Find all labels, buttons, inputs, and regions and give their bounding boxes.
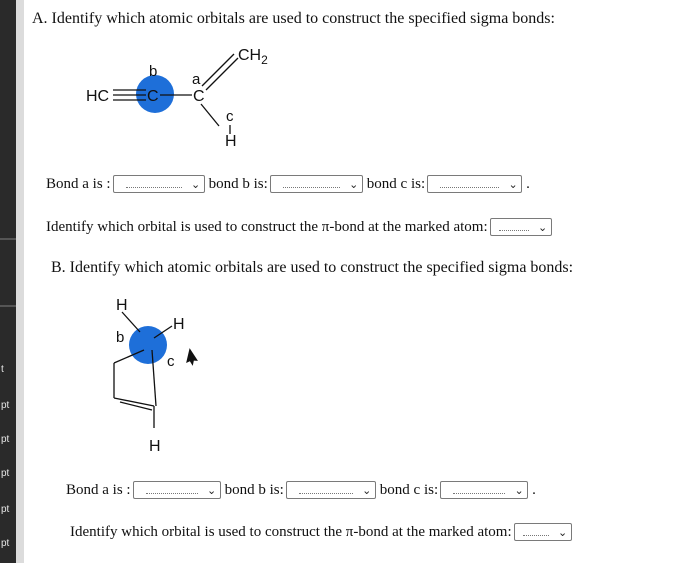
sidebar-edge xyxy=(16,0,24,563)
h-atom-label: H xyxy=(225,133,237,150)
part-b-bond-a-dropdown[interactable] xyxy=(133,481,221,499)
sidebar-points-label: pt xyxy=(1,400,10,411)
chevron-down-icon: ⌄ xyxy=(538,220,548,234)
sidebar-points-label: pt xyxy=(1,538,10,549)
sidebar-points-label: t xyxy=(1,364,4,375)
bond-a-marker: a xyxy=(192,71,201,88)
chevron-down-icon: ⌄ xyxy=(514,483,524,497)
marked-atom-highlight xyxy=(129,326,167,364)
h-top-label: H xyxy=(116,297,128,314)
part-b-bond-c-dropdown[interactable] xyxy=(440,481,528,499)
bond-c-marker: c xyxy=(167,353,175,370)
bond-a-label: Bond a is : xyxy=(66,481,131,498)
bond-b-marker: b xyxy=(149,63,158,80)
chevron-down-icon: ⌄ xyxy=(362,483,372,497)
part-a-heading: A. Identify which atomic orbitals are used to construct the specified sigma bonds: xyxy=(32,10,555,27)
part-a-molecule-diagram xyxy=(80,40,280,160)
ch2-group-label: $CH_2$ xyxy=(238,47,268,67)
part-a-bond-b-dropdown[interactable] xyxy=(270,175,363,193)
pi-bond-question: Identify which orbital is used to construct the π-bond at the marked atom: xyxy=(46,218,488,235)
pi-bond-question: Identify which orbital is used to construct the π-bond at the marked atom: xyxy=(70,523,512,540)
part-b-bond-row xyxy=(66,481,536,499)
part-a-bond-c-dropdown[interactable] xyxy=(427,175,522,193)
part-b-pi-row xyxy=(70,523,576,541)
sidebar-points-label: pt xyxy=(1,504,10,515)
h-right-label: H xyxy=(173,316,185,333)
left-sidebar xyxy=(0,0,16,563)
bond-a-label: Bond a is : xyxy=(46,175,111,192)
hc-atom-label: HC xyxy=(86,88,110,105)
part-b-pi-orbital-dropdown[interactable] xyxy=(514,523,572,541)
sidebar-points-label: pt xyxy=(1,468,10,479)
bond-b-label: bond b is: xyxy=(208,175,268,192)
sidebar-divider xyxy=(0,238,16,240)
part-b-bond-b-dropdown[interactable] xyxy=(286,481,376,499)
part-a-bond-row xyxy=(46,175,530,193)
sidebar-divider xyxy=(0,305,16,307)
marked-carbon-label: C xyxy=(147,88,159,105)
part-b-molecule-diagram xyxy=(94,288,244,468)
part-a-pi-orbital-dropdown[interactable] xyxy=(490,218,552,236)
chevron-down-icon: ⌄ xyxy=(558,525,568,539)
chevron-down-icon: ⌄ xyxy=(349,177,359,191)
question-page xyxy=(24,0,700,563)
bond-c-label: bond c is: xyxy=(366,175,426,192)
part-a-pi-row xyxy=(46,218,556,236)
vinyl-carbon-label: C xyxy=(193,88,205,105)
chevron-down-icon: ⌄ xyxy=(206,483,217,497)
bond-c-label: bond c is: xyxy=(379,481,439,498)
sidebar-points-label: pt xyxy=(1,434,10,445)
bond-c-marker: c xyxy=(226,108,234,125)
part-a-bond-a-dropdown[interactable] xyxy=(113,175,205,193)
sentence-period: . xyxy=(526,175,530,192)
bond-a-marker: a xyxy=(156,312,165,329)
part-b-heading: B. Identify which atomic orbitals are used to construct the specified sigma bonds: xyxy=(51,259,574,276)
mouse-cursor-icon xyxy=(184,347,199,367)
sentence-period: . xyxy=(532,481,536,498)
bond-b-marker: b xyxy=(116,329,125,346)
chevron-down-icon: ⌄ xyxy=(190,177,201,191)
chevron-down-icon: ⌄ xyxy=(508,177,518,191)
h-bottom-label: H xyxy=(149,438,161,455)
bond-b-label: bond b is: xyxy=(224,481,284,498)
